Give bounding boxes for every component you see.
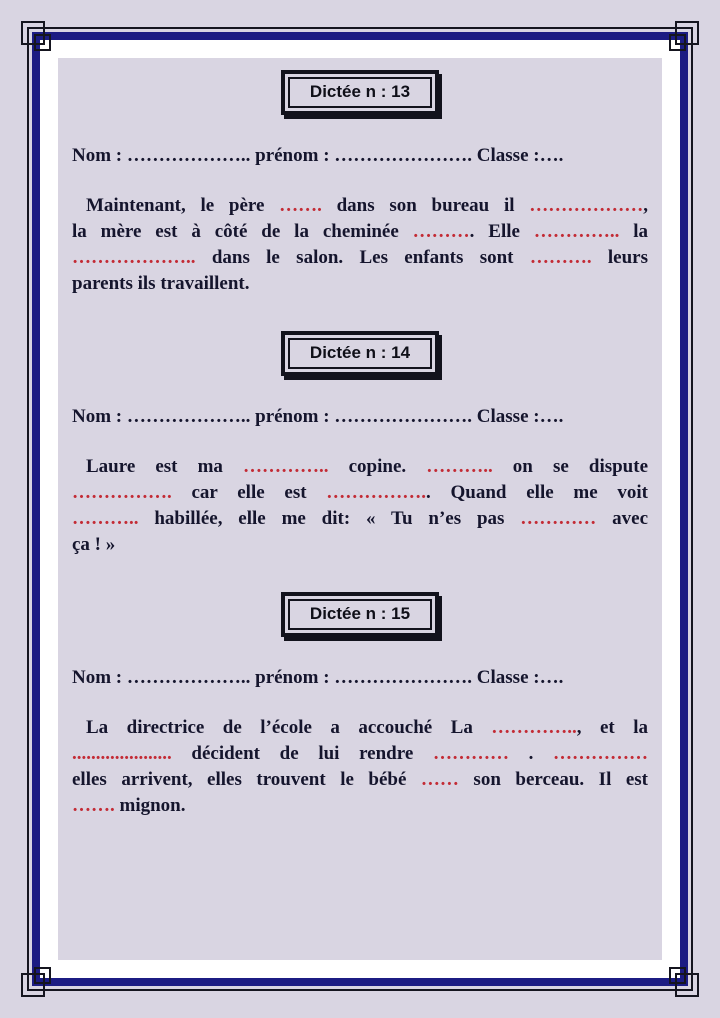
dictee-13-title-box-wrap (72, 70, 648, 115)
nom-prenom-classe-line-2 (72, 404, 648, 430)
blank-filler-dots: ……………….. (72, 247, 196, 268)
blank-filler-dots: …… (420, 769, 459, 790)
text-segment: ça ! » (72, 534, 116, 555)
text-segment: . (508, 743, 553, 764)
blank-filler-dots: ……….. (72, 508, 139, 529)
text-segment: on se dispute (492, 456, 649, 477)
text-segment: elles arrivent, elles trouvent le bébé (72, 769, 421, 790)
dictee-13-title-label: Dictée n : 13 (288, 77, 432, 108)
text-segment: son berceau. Il est (458, 769, 649, 790)
paragraph-line (72, 665, 648, 691)
blank-filler-dots: ……………. (72, 482, 172, 503)
content-panel (58, 58, 662, 960)
paragraph-line (72, 219, 648, 245)
paragraph-line (72, 741, 648, 767)
paragraph-line (72, 767, 648, 793)
dictation-paragraph-13 (72, 193, 648, 297)
corner-ornament-bottom-right-inner (669, 967, 686, 984)
dictation-paragraph-15 (72, 715, 648, 819)
text-segment: Nom : ……………….. prénom : …………………. Classe :…. (72, 406, 564, 427)
paragraph-line (72, 480, 648, 506)
blank-filler-dots: ..................... (72, 743, 172, 764)
text-segment: la (619, 221, 648, 242)
blank-filler-dots: ……. (279, 195, 322, 216)
text-segment: car elle est (171, 482, 327, 503)
paragraph-line (72, 271, 648, 297)
blank-filler-dots: ………….. (243, 456, 329, 477)
text-segment: parents ils travaillent. (72, 273, 250, 294)
blank-filler-dots: ……. (72, 795, 115, 816)
text-segment: Laure est ma (86, 456, 244, 477)
text-segment: La directrice de l’école a accouché La (86, 717, 492, 738)
blank-filler-dots: ……………. (326, 482, 427, 503)
paragraph-line (72, 715, 648, 741)
corner-ornament-bottom-left-inner (34, 967, 51, 984)
corner-ornament-top-left-inner (34, 34, 51, 51)
text-segment: copine. (328, 456, 427, 477)
blank-filler-dots: ………….. (491, 717, 577, 738)
dictee-15-title-box-wrap (72, 592, 648, 637)
paragraph-line (72, 193, 648, 219)
nom-prenom-classe-line-1 (72, 143, 648, 169)
dictation-paragraph-14 (72, 454, 648, 558)
paragraph-line (72, 143, 648, 169)
dictee-14-title-box (281, 331, 439, 376)
text-segment: décident de lui rendre (171, 743, 433, 764)
paragraph-line (72, 404, 648, 430)
paragraph-line (72, 532, 648, 558)
corner-ornament-top-right-inner (669, 34, 686, 51)
text-segment: Nom : ……………….. prénom : …………………. Classe :…. (72, 145, 564, 166)
dictee-14-title-box-wrap (72, 331, 648, 376)
dictee-14-title-label: Dictée n : 14 (288, 338, 432, 369)
blank-filler-dots: ……….. (426, 456, 493, 477)
text-segment: avec (596, 508, 648, 529)
paragraph-line (72, 245, 648, 271)
text-segment: , et la (576, 717, 648, 738)
text-segment: dans le salon. Les enfants sont (195, 247, 530, 268)
text-segment: Nom : ……………….. prénom : …………………. Classe :…. (72, 667, 564, 688)
paragraph-line (72, 506, 648, 532)
text-segment: . Elle (469, 221, 534, 242)
nom-prenom-classe-line-3 (72, 665, 648, 691)
blank-filler-dots: ……… (412, 221, 470, 242)
blank-filler-dots: ………… (520, 508, 597, 529)
text-segment: la mère est à côté de la cheminée (72, 221, 413, 242)
paragraph-line (72, 793, 648, 819)
text-segment: , (643, 195, 648, 216)
blank-filler-dots: ………… (432, 743, 509, 764)
text-segment: habillée, elle me dit: « Tu n’es pas (138, 508, 521, 529)
dictee-15-title-box (281, 592, 439, 637)
paragraph-line (72, 454, 648, 480)
text-segment: dans son bureau il (321, 195, 530, 216)
blank-filler-dots: ………….. (533, 221, 620, 242)
text-segment: leurs (591, 247, 648, 268)
blank-filler-dots: …………… (553, 743, 648, 764)
text-segment: mignon. (114, 795, 186, 816)
blank-filler-dots: ………. (529, 247, 592, 268)
text-segment: Maintenant, le père (86, 195, 280, 216)
blank-filler-dots: ……………… (529, 195, 644, 216)
text-segment: . Quand elle me voit (426, 482, 648, 503)
dictee-15-title-label: Dictée n : 15 (288, 599, 432, 630)
dictee-13-title-box (281, 70, 439, 115)
